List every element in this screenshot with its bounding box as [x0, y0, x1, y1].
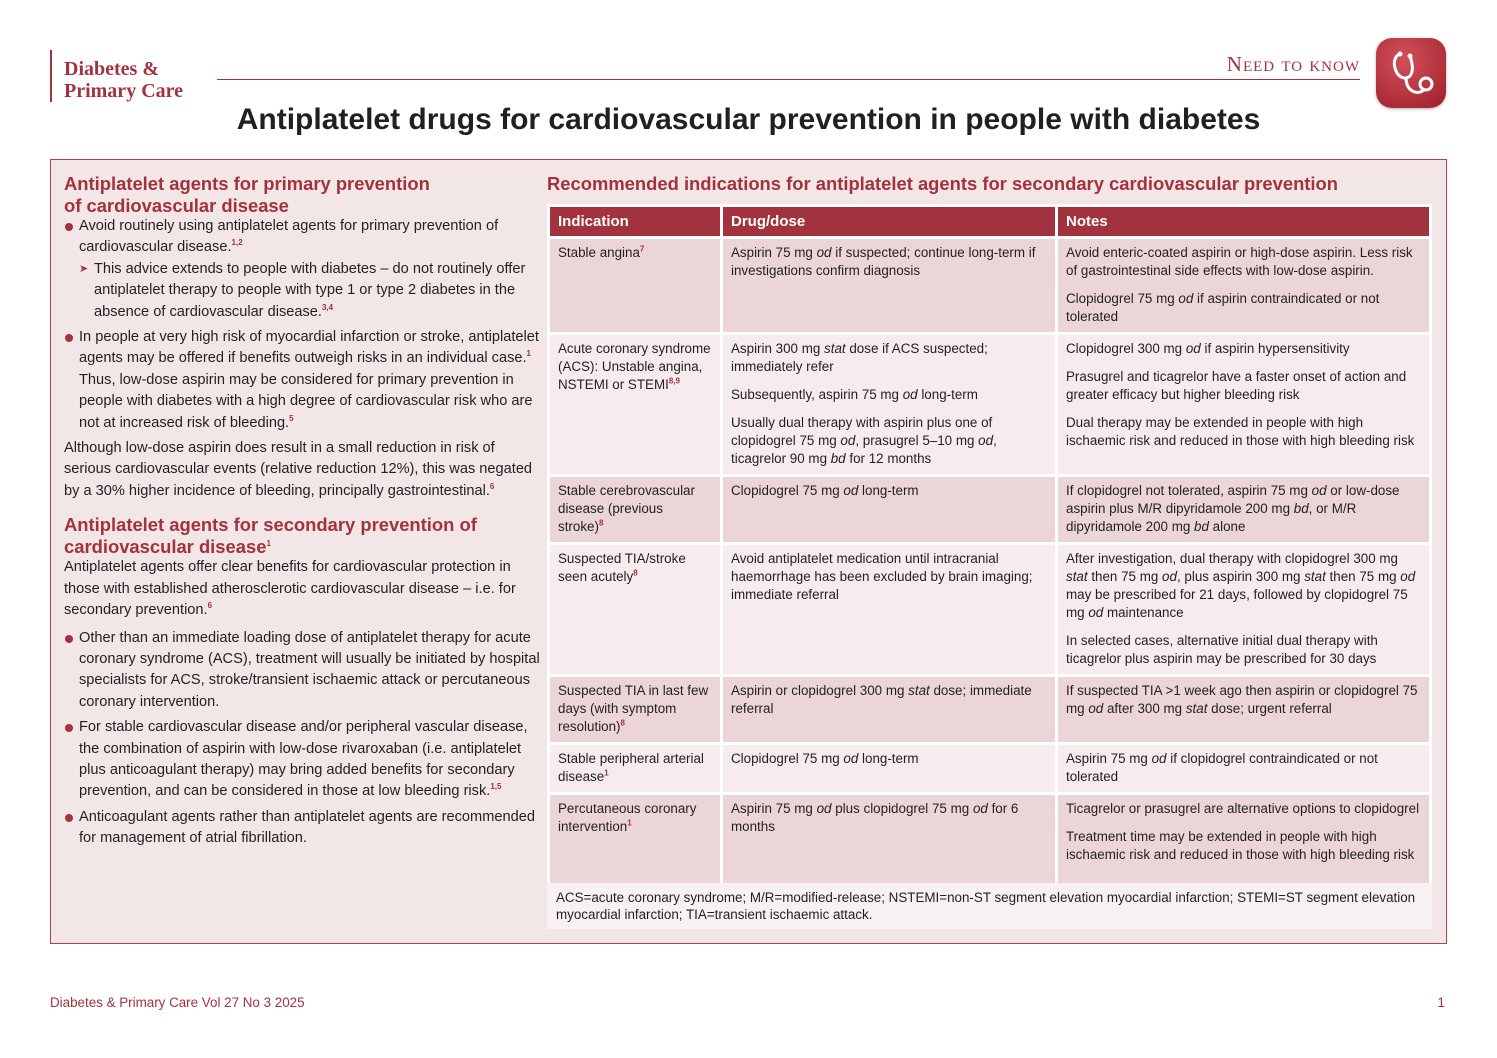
drug-cell: Aspirin 300 mg stat dose if ACS suspected; immediately refer Subsequently, aspirin 75 mg od long-term Usually dual therapy with aspirin plus one of clopidogrel 75 mg od, prasugrel 5–10 mg od, ticagrelor 90 mg bd for 12 months	[723, 335, 1055, 474]
paragraph-text: Antiplatelet agents offer clear benefits for cardiovascular protection in those with established atherosclerotic cardiovascular disease – i.e. for secondary prevention.	[64, 559, 516, 619]
bullet-text: Other than an immediate loading dose of antiplatelet therapy for acute coronary syndrome (ACS), treatment will usually be initiated by hospital specialists for ACS, stroke/transient ischaemic attack or percutaneous coronary intervention.	[79, 629, 540, 710]
bullet-item	[64, 327, 544, 434]
sub-bullet-text: This advice extends to people with diabetes – do not routinely offer antiplatelet therapy to people with type 1 or type 2 diabetes in the absence of cardiovascular disease.	[94, 260, 526, 320]
paragraph-text: Although low-dose aspirin does result in a small reduction in risk of serious cardiovascular events (relative reduction 12%), this was negated by a 30% higher incidence of bleeding, principally gastrointestinal.	[64, 440, 533, 499]
indication-cell: Stable cerebrovascular disease (previous stroke)$^8$	[550, 477, 720, 542]
indication-cell: Acute coronary syndrome (ACS): Unstable angina, NSTEMI or STEMI$^{8,9}$	[550, 335, 720, 474]
bullet-text: Avoid routinely using antiplatelet agents for primary prevention of cardiovascular disease.	[79, 218, 499, 256]
page-number: 1	[1437, 995, 1445, 1010]
primary-prevention-heading	[64, 173, 544, 216]
left-column	[64, 173, 544, 850]
secondary-heading-line-2: cardiovascular disease	[64, 535, 267, 557]
need-to-know-label: Need to know	[1226, 52, 1360, 76]
reference-marker: 6	[489, 482, 495, 492]
drug-cell: Aspirin 75 mg od if suspected; continue long-term if investigations confirm diagnosis	[723, 239, 1055, 332]
header-rule	[217, 79, 1360, 80]
table-row	[550, 335, 1429, 474]
arrow-icon: ➤	[79, 262, 89, 275]
stethoscope-icon	[1376, 38, 1446, 108]
indication-cell: Suspected TIA in last few days (with symptom resolution)$^8$	[550, 677, 720, 742]
drug-cell: Clopidogrel 75 mg od long-term	[723, 477, 1055, 542]
table-header-row	[550, 207, 1429, 236]
bullet-item	[64, 628, 544, 714]
reference-marker: 1,5	[490, 782, 502, 792]
table-row	[550, 745, 1429, 792]
reference-marker: 6	[207, 601, 213, 611]
table-row	[550, 477, 1429, 542]
table-row	[550, 545, 1429, 674]
indication-cell: Suspected TIA/stroke seen acutely$^8$	[550, 545, 720, 674]
secondary-prevention-heading	[64, 514, 544, 557]
reference-marker: 1	[526, 349, 531, 359]
drug-cell: Aspirin or clopidogrel 300 mg stat dose; immediate referral	[723, 677, 1055, 742]
notes-cell: After investigation, dual therapy with clopidogrel 300 mg stat then 75 mg od, plus aspirin 300 mg stat then 75 mg od may be prescribed for 21 days, followed by clopidogrel 75 mg od maintenance In selected cases, alternative initial dual therapy with ticagrelor plus aspirin may be prescribed for 30 days	[1058, 545, 1429, 674]
journal-logo	[50, 50, 183, 102]
column-header: Indication	[550, 207, 720, 236]
bullet-text: Thus, low-dose aspirin may be considered for primary prevention in people with diabetes with a high degree of cardiovascular risk who are not at increased risk of bleeding.	[79, 371, 533, 431]
primary-heading-line-2: of cardiovascular disease	[64, 194, 289, 216]
reference-marker: 5	[289, 413, 294, 423]
indication-cell: Percutaneous coronary intervention$^1$	[550, 795, 720, 901]
notes-cell: Aspirin 75 mg od if clopidogrel contraindicated or not tolerated	[1058, 745, 1429, 792]
bullet-item	[64, 216, 544, 259]
reference-marker: 1,2	[231, 238, 243, 248]
table-row	[550, 677, 1429, 742]
notes-cell: If clopidogrel not tolerated, aspirin 75 mg od or low-dose aspirin plus M/R dipyridamole 200 mg bd, or M/R dipyridamole 200 mg bd alone	[1058, 477, 1429, 542]
reference-marker: 1	[266, 538, 271, 548]
logo-line-2: Primary Care	[64, 80, 184, 102]
paragraph	[64, 557, 544, 621]
reference-marker: 3,4	[321, 302, 334, 312]
logo-line-1: Diabetes &	[64, 58, 159, 80]
bullet-text: For stable cardiovascular disease and/or peripheral vascular disease, the combination of aspirin with low-dose rivaroxaban (i.e. antiplatelet plus anticoagulant therapy) may bring added benefits for secondary prevention, and can be considered in those at low bleeding risk.	[79, 719, 528, 800]
notes-cell: Avoid enteric-coated aspirin or high-dose aspirin. Less risk of gastrointestinal side effects with low-dose aspirin. Clopidogrel 75 mg od if aspirin contraindicated or not tolerated	[1058, 239, 1429, 332]
primary-heading-line-1: Antiplatelet agents for primary prevention	[64, 173, 430, 194]
page-title: Antiplatelet drugs for cardiovascular prevention in people with diabetes	[236, 103, 1261, 136]
indication-cell: Stable peripheral arterial disease$^1$	[550, 745, 720, 792]
indication-cell: Stable angina$^7$	[550, 239, 720, 332]
table-row	[550, 239, 1429, 332]
indications-table	[547, 204, 1432, 904]
bullet-item	[64, 717, 544, 803]
bullet-item	[64, 807, 544, 850]
drug-cell: Clopidogrel 75 mg od long-term	[723, 745, 1055, 792]
bullet-text: In people at very high risk of myocardial infarction or stroke, antiplatelet agents may be offered if benefits outweigh risks in an individual case.	[79, 329, 539, 367]
drug-cell: Avoid antiplatelet medication until intracranial haemorrhage has been excluded by brain imaging; immediate referral	[723, 545, 1055, 674]
column-header: Notes	[1058, 207, 1429, 236]
bullet-text: Anticoagulant agents rather than antiplatelet agents are recommended for management of atrial fibrillation.	[79, 808, 535, 847]
table-title: Recommended indications for antiplatelet agents for secondary cardiovascular prevention	[547, 173, 1339, 194]
secondary-heading-line-1: Antiplatelet agents for secondary prevention of	[64, 514, 477, 536]
sub-bullet-item	[64, 259, 544, 323]
notes-cell: If suspected TIA >1 week ago then aspirin or clopidogrel 75 mg od after 300 mg stat dose; urgent referral	[1058, 677, 1429, 742]
footer-citation: Diabetes & Primary Care Vol 27 No 3 2025	[50, 995, 305, 1010]
paragraph	[64, 438, 544, 502]
notes-cell: Ticagrelor or prasugrel are alternative options to clopidogrel Treatment time may be extended in people with high ischaemic risk and reduced in those with high bleeding risk	[1058, 795, 1429, 901]
column-header: Drug/dose	[723, 207, 1055, 236]
abbreviations-note: ACS=acute coronary syndrome; M/R=modified-release; NSTEMI=non-ST segment elevation myocardial infarction; STEMI=ST segment elevation myocardial infarction; TIA=transient ischaemic attack.	[547, 883, 1432, 929]
notes-cell: Clopidogrel 300 mg od if aspirin hypersensitivity Prasugrel and ticagrelor have a faster onset of action and greater efficacy but higher bleeding risk Dual therapy may be extended in people with high ischaemic risk and reduced in those with high bleeding risk	[1058, 335, 1429, 474]
drug-cell: Aspirin 75 mg od plus clopidogrel 75 mg od for 6 months	[723, 795, 1055, 901]
